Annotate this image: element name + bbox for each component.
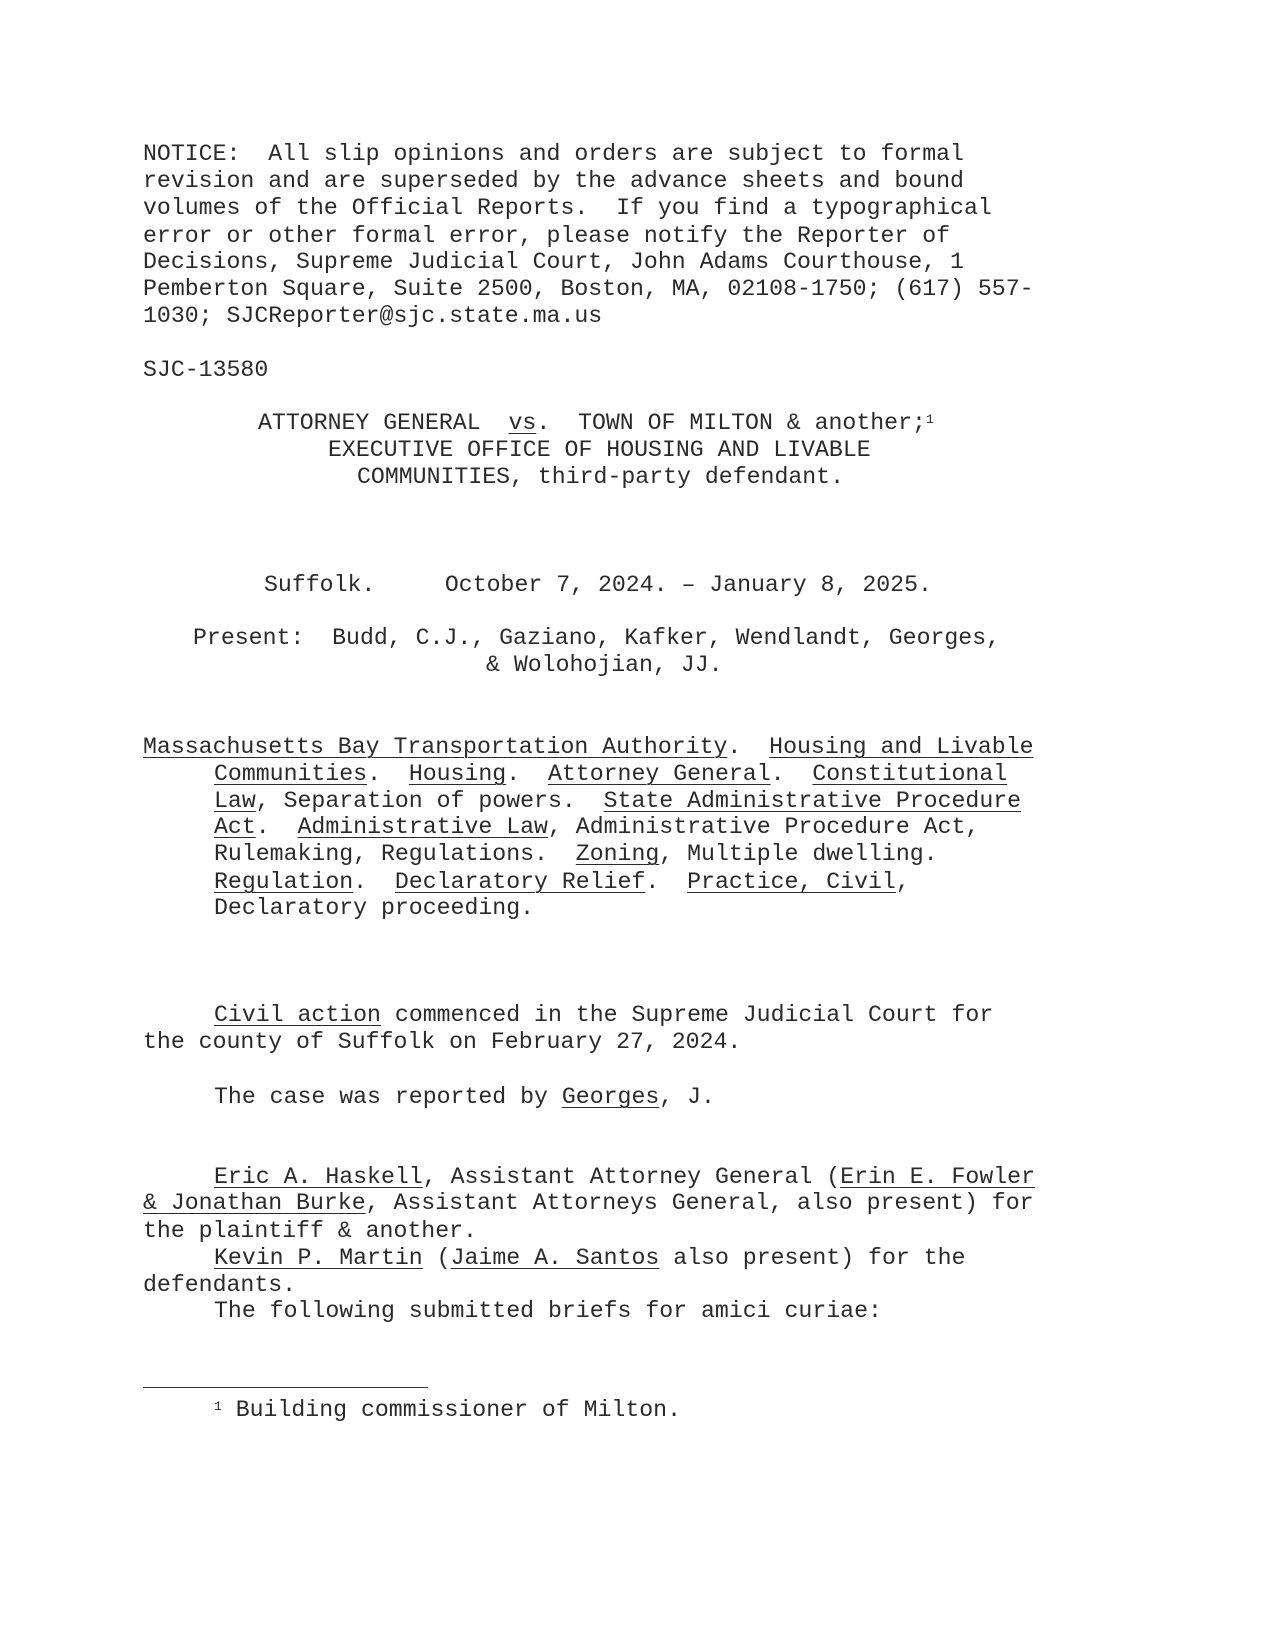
present-justices: & Wolohojian, JJ. — [486, 652, 723, 678]
citation-link: Civil action — [214, 1002, 381, 1028]
text-segment: , — [895, 869, 910, 895]
headnote-line — [143, 734, 1034, 761]
caption-text: . TOWN OF MILTON & another; — [536, 410, 926, 436]
counsel-line — [143, 1218, 477, 1245]
citation-link: Kevin P. Martin — [214, 1245, 423, 1271]
headnote-line — [214, 814, 979, 841]
citation-link: Zoning — [575, 841, 660, 867]
citation-link: Massachusetts Bay Transportation Authority — [143, 734, 728, 760]
procedure-line — [214, 1084, 715, 1111]
notice-line: error or other formal error, please notify the Reporter of — [143, 223, 951, 249]
notice-line: NOTICE: All slip opinions and orders are subject to formal — [143, 141, 964, 167]
citation-link: Administrative Law — [297, 814, 548, 840]
text-segment: The case was reported by — [214, 1084, 562, 1110]
caption-line — [258, 410, 934, 437]
text-segment: . — [353, 869, 395, 895]
text-segment: , Multiple dwelling. — [659, 841, 938, 867]
procedure-line — [214, 1002, 993, 1029]
headnote-line — [214, 869, 910, 896]
citation-link: Jaime A. Santos — [450, 1245, 660, 1271]
present-justices: Present: Budd, C.J., Gaziano, Kafker, Wendlandt, Georges, — [193, 625, 1001, 651]
text-segment: the county of Suffolk on February 27, 2024. — [143, 1029, 742, 1055]
text-segment: commenced in the Supreme Judicial Court for — [380, 1002, 994, 1028]
citation-link: State Administrative Procedure — [603, 788, 1022, 814]
notice-line: volumes of the Official Reports. If you find a typographical — [143, 195, 992, 221]
procedure-line — [143, 1029, 741, 1056]
citation-link: Law — [214, 788, 256, 814]
text-segment: . — [255, 814, 298, 840]
citation-link: Erin E. Fowler — [840, 1164, 1035, 1190]
headnote-line — [214, 841, 938, 868]
argument-dates: Suffolk. October 7, 2024. – January 8, 2025. — [264, 572, 932, 598]
text-segment: ( — [422, 1245, 451, 1271]
footnote — [214, 1397, 681, 1424]
citation-link: Constitutional — [812, 761, 1008, 787]
notice-line: revision and are superseded by the advance sheets and bound — [143, 168, 964, 194]
text-segment: Rulemaking, Regulations. — [214, 841, 576, 867]
counsel-line — [214, 1164, 1035, 1191]
citation-link: Act — [214, 814, 256, 840]
counsel-line — [214, 1245, 965, 1272]
citation-link: & Jonathan Burke — [143, 1190, 366, 1216]
counsel-line — [214, 1298, 882, 1325]
docket-number: SJC-13580 — [143, 357, 269, 383]
notice-line: Pemberton Square, Suite 2500, Boston, MA, 02108-1750; (617) 557- — [143, 276, 1034, 302]
text-segment: , Assistant Attorney General ( — [422, 1164, 841, 1190]
notice-line: Decisions, Supreme Judicial Court, John Adams Courthouse, 1 — [143, 249, 964, 275]
text-segment: defendants. — [143, 1272, 297, 1298]
text-segment: . — [645, 869, 688, 895]
counsel-line — [143, 1190, 1034, 1217]
text-segment: , Separation of powers. — [255, 788, 604, 814]
citation-link: Practice, Civil — [687, 869, 896, 895]
caption-text: ATTORNEY GENERAL — [258, 410, 509, 436]
citation-link: Housing and Livable — [769, 734, 1034, 760]
caption-line: EXECUTIVE OFFICE OF HOUSING AND LIVABLE — [328, 437, 871, 463]
footnote-text: Building commissioner of Milton. — [221, 1397, 681, 1423]
text-segment: The following submitted briefs for amici curiae: — [214, 1298, 882, 1324]
text-segment: also present) for the — [659, 1245, 966, 1271]
text-segment: , Assistant Attorneys General, also present) for — [365, 1190, 1034, 1216]
headnote-line — [214, 895, 534, 922]
citation-link: Georges — [561, 1084, 660, 1110]
notice-line: 1030; SJCReporter@sjc.state.ma.us — [143, 303, 603, 329]
citation-link: Eric A. Haskell — [214, 1164, 423, 1190]
text-segment: Declaratory proceeding. — [214, 895, 535, 921]
headnote-line — [214, 761, 1007, 788]
footnote-ref[interactable]: 1 — [925, 412, 934, 427]
counsel-line — [143, 1272, 296, 1299]
caption-text: vs — [508, 410, 537, 436]
caption-line: COMMUNITIES, third-party defendant. — [357, 464, 845, 490]
citation-link: Housing — [408, 761, 507, 787]
text-segment: . — [727, 734, 770, 760]
text-segment: the plaintiff & another. — [143, 1218, 477, 1244]
text-segment: . — [367, 761, 409, 787]
text-segment: , Administrative Procedure Act, — [547, 814, 980, 840]
citation-link: Regulation — [214, 869, 354, 895]
footnote-mark: 1 — [214, 1399, 222, 1414]
text-segment: . — [770, 761, 813, 787]
citation-link: Attorney General — [547, 761, 771, 787]
footnote-divider — [143, 1387, 428, 1388]
headnote-line — [214, 788, 1021, 815]
citation-link: Communities — [214, 761, 368, 787]
text-segment: . — [506, 761, 548, 787]
text-segment: , J. — [659, 1084, 715, 1110]
citation-link: Declaratory Relief — [394, 869, 646, 895]
